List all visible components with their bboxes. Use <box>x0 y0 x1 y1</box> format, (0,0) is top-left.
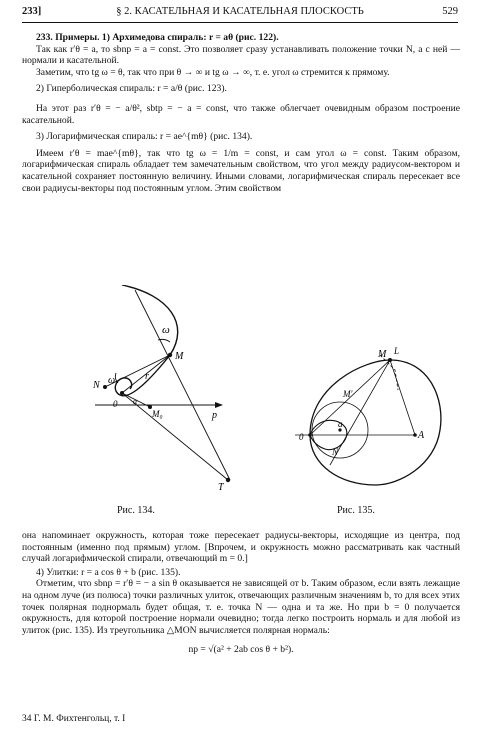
label-a-point: A <box>418 430 425 441</box>
label-n: N <box>93 380 100 391</box>
label-l: L <box>394 346 400 356</box>
formula-polar-normal: np = √(a² + 2ab cos θ + b²). <box>188 644 294 656</box>
example-4-heading: 4) Улитки: r = a cos θ + b (рис. 135). <box>36 566 181 578</box>
figure-134-caption: Рис. 134. <box>117 505 155 516</box>
paragraph-circle-remark: она напоминает окружность, которая тоже пересекает радиусы-векторы, исходящие из центра, под постоянным (именно под прямым) углом. [Впрочем, и окружность можно рассматривать как частный случай логарифмической спирали, отвечающий m = 0.] <box>22 530 460 565</box>
example-1-heading: 233. Примеры. 1) Архимедова спираль: r = aθ (рис. 122). <box>36 32 279 43</box>
label-o135: 0 <box>299 432 304 442</box>
point-n <box>103 385 107 389</box>
label-mprime: M′ <box>343 389 353 399</box>
point-t <box>226 478 230 482</box>
point-o <box>120 391 124 395</box>
page-footer: 34 Г. М. Фихтенгольц, т. I <box>22 714 126 724</box>
figure-135-diagram <box>280 345 470 495</box>
point-o135 <box>308 433 312 437</box>
point-a135 <box>413 433 417 437</box>
header-rule <box>22 22 458 23</box>
point-m135 <box>388 358 392 362</box>
figure-135-caption: Рис. 135. <box>337 505 375 516</box>
example-3-heading: 3) Логарифмическая спираль: r = ae^{mθ} (рис. 134). <box>36 131 253 143</box>
paragraph-hyperbolic: На этот раз r′θ = − a/θ², sbtp = − a = const, что также облегчает очевидным образом построение касательной. <box>22 102 460 126</box>
figure-134-diagram <box>60 285 260 495</box>
limacon-outer <box>310 360 441 485</box>
label-omega-top: ω <box>162 324 170 336</box>
label-m135: M <box>378 349 387 360</box>
header-title: § 2. КАСАТЕЛЬНАЯ И КАСАТЕЛЬНАЯ ПЛОСКОСТЬ <box>116 6 364 17</box>
paragraph-logarithmic: Имеем r′θ = mae^{mθ}, так что tg ω = 1/m = const, и сам угол ω = const. Таким образом, логарифмическая спираль обладает тем замечательным свойством, что угол между радиусом-вектором и касательной сохраняет постоянную величину. Иными словами, логарифмическая спираль пересекает все свои радиусы-векторы под постоянным углом. Этим свойством <box>22 147 460 194</box>
label-o: 0 <box>113 399 118 409</box>
label-m: M <box>175 351 184 362</box>
label-n135: N <box>332 447 339 457</box>
label-a-lower: a <box>338 419 343 429</box>
perpendicular-to-t <box>122 393 228 480</box>
line-ma <box>390 360 415 435</box>
paragraph-archimedes: Так как r′θ = a, то sbnp = a = const. Это позволяет сразу устанавливать положение точки N, а с ней — нормали и касательной. <box>22 43 460 67</box>
label-p: p <box>212 410 217 421</box>
running-header <box>22 6 458 20</box>
label-omega-left: ω <box>108 375 116 386</box>
example-2-heading: 2) Гиперболическая спираль: r = a/θ (рис. 123). <box>36 83 227 95</box>
top-text-block <box>22 32 460 194</box>
section-number: 233] <box>22 6 42 17</box>
tangent-line <box>135 290 230 480</box>
label-m0: M₀ <box>152 409 163 419</box>
point-m <box>168 353 172 357</box>
page-number: 529 <box>442 6 458 17</box>
label-t: T <box>218 482 224 493</box>
label-r: r <box>145 371 149 382</box>
bottom-text-block <box>22 530 460 656</box>
angle-arc-top <box>158 339 170 342</box>
paragraph-limacon: Отметим, что sbnp = r′θ = − a sin θ оказывается не зависящей от b. Таким образом, если взять лежащие на одном луче (из полюса) точки различных улиток, отвечающих различным значениям b, то для всех этих точек полярная поднормаль будет общая, т. е. точка N — одна и та же. Но при b = 0 получается окружность, для которой построение нормали очевидно; тогда легко построить нормаль и для любой из улиток (рис. 135). Из треугольника △MON вычисляется полярная нормаль: <box>22 578 460 636</box>
axis-arrow <box>215 402 223 408</box>
label-alpha: α <box>133 397 138 406</box>
paragraph-omega-limit: Заметим, что tg ω = θ, так что при θ → ∞ и tg ω → ∞, т. е. угол ω стремится к прямому. <box>36 66 390 78</box>
